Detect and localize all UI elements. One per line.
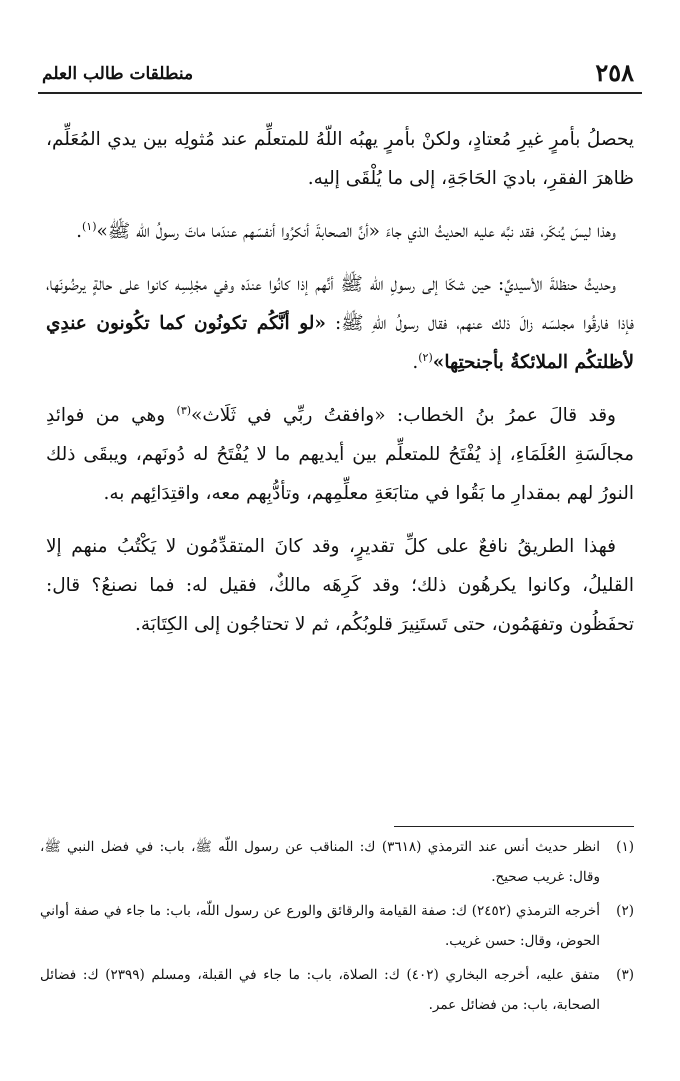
- paragraph-3: [46, 265, 634, 382]
- footnote-ref-2[interactable]: (٢): [418, 350, 433, 364]
- footnote-number: (٣): [616, 967, 634, 983]
- paragraph-4: [46, 396, 634, 513]
- footnote-2: [40, 896, 634, 956]
- paragraph-3-end: .: [412, 352, 419, 373]
- footnote-ref-3[interactable]: (٣): [176, 403, 192, 417]
- paragraph-1-text: يحصلُ بأمرٍ غيرِ مُعتادٍ، ولكنْ بأمرٍ يهبُه اللّهُ للمتعلِّم عند مُثولِه بين يدي المُعَلِّم، ظاهرَ الفقرِ، باديَ الحَاجَةِ، إلى ما يُلْقَى إليه.: [46, 129, 634, 189]
- hadith-quote: «لو أنَّكُم تكونُون كما تكُونون عندِي لأظلتكُم الملائكةُ بأجنحتِها»: [46, 313, 634, 373]
- page-number: ٢٥٨: [595, 58, 634, 87]
- footnotes: [40, 832, 634, 1024]
- footnote-number: (١): [616, 839, 634, 855]
- paragraph-4-rest: وهي من فوائدِ مجالَسَةِ العُلَمَاءِ، إذ يُفْتَحُ للمتعلِّم بين أيديهم ما لا يُفْتَحُ له دُونَهم، ويبقَى ذلك النورُ لهم بمقدارِ ما بَقُوا في متابَعَةِ معلِّمِهم، وتأدُّبِهم معه، واقتِدَائِهم به.: [46, 405, 634, 504]
- paragraph-5-text: فهذا الطريقُ نافعٌ على كلِّ تقديرٍ، وقد كانَ المتقدِّمُون لا يَكْتُبُ منهم إلا القليلُ، وكانوا يكرهُون ذلك؛ وقد كَرِهَه مالكٌ، فقيل له: فما نصنعُ؟ قال: تحفَظُون وتفهَمُون، حتى تَستَنِيرَ قلوبُكُم، ثم لا تحتاجُون إلى الكِتَابَة.: [46, 536, 634, 635]
- footnote-ref-1[interactable]: (١): [81, 219, 97, 233]
- header-rule: [38, 92, 642, 94]
- footnote-separator: [394, 826, 634, 827]
- paragraph-3-text: وحديثُ حنظلةَ الأسيديِّ: حين شكَا إلى رسولِ اللّه ﷺ أنَّهم إذا كانُوا عندَه وفي مجْلِسِه كانوا على حالةٍ يرضُونَها، فإذا فارقُوا مجلسَه زالَ ذلك عنهم، فقال رسولُ اللّهِ ﷺ:: [46, 274, 634, 334]
- paragraph-5: [46, 527, 634, 644]
- paragraph-1: [46, 120, 634, 198]
- page-header: [38, 54, 642, 94]
- footnote-1: [40, 832, 634, 892]
- paragraph-2-end: .: [76, 221, 82, 242]
- footnote-text: انظر حديث أنس عند الترمذي (٣٦١٨) ك: المناقب عن رسول اللّه ﷺ، باب: في فضل النبي ﷺ، وقال: غريب صحيح.: [40, 839, 600, 885]
- paragraph-4-text: وقد قالَ عمرُ بنُ الخطاب: «وافقتُ ربِّي في ثَلَاث»: [191, 405, 616, 426]
- footnote-3: [40, 960, 634, 1020]
- paragraph-2-text: وهذا ليسَ يُنكَر، فقد نبَّه عليه الحديثُ الذي جاءَ «أنَّ الصحابةَ أنكرُوا أنفسَهم عندَما ماتَ رسولُ اللّه ﷺ»: [96, 221, 616, 242]
- main-text: [46, 120, 634, 658]
- footnote-number: (٢): [616, 903, 634, 919]
- footnote-text: متفق عليه، أخرجه البخاري (٤٠٢) ك: الصلاة، باب: ما جاء في القبلة، ومسلم (٢٣٩٩) ك: فضائل الصحابة، باب: من فضائل عمر.: [40, 967, 601, 1013]
- paragraph-2: [46, 212, 634, 251]
- footnote-text: أخرجه الترمذي (٢٤٥٢) ك: صفة القيامة والرقائق والورع عن رسول اللّه، باب: ما جاء في صفة أواني الحوض، وقال: حسن غريب.: [40, 903, 600, 949]
- running-title: منطلقات طالب العلم: [42, 64, 194, 84]
